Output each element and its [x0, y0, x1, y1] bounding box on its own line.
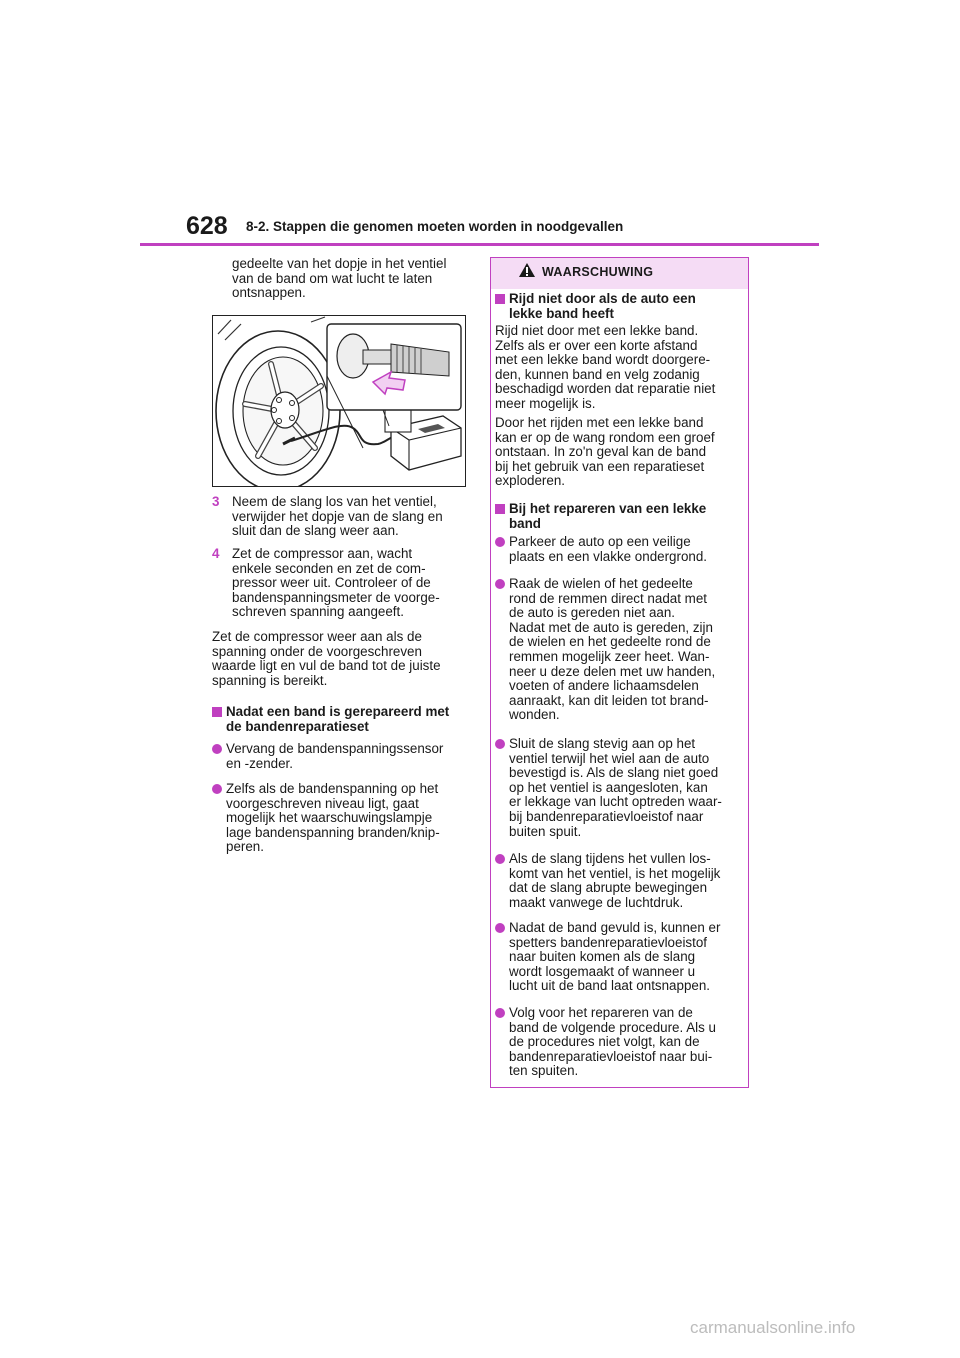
text-line: buiten spuit. [509, 823, 582, 839]
text-line: Door het rijden met een lekke band [495, 415, 704, 430]
step-4 [212, 547, 474, 622]
page-number: 628 [186, 212, 228, 240]
text-line: verwijder het dopje van de slang en [232, 508, 443, 524]
text-line: schreven spanning aangeeft. [232, 604, 404, 620]
round-bullet-icon [495, 1008, 505, 1018]
text-line: sluit dan de slang weer aan. [232, 523, 399, 539]
text-line: beschadigd worden dat reparatie niet [495, 381, 716, 397]
text-line: kan er op de wang rondom een groef [495, 429, 715, 445]
list-item [495, 535, 745, 565]
text-line: met een lekke band wordt doorgere- [495, 352, 711, 368]
step-number: 4 [212, 546, 220, 561]
text-line: voeten of andere lichaamsdelen [509, 678, 699, 694]
text-line: op het ventiel is aangesloten, kan [509, 779, 708, 795]
text-line: band [509, 515, 541, 531]
warning-paragraph-1 [495, 324, 745, 412]
round-bullet-icon [495, 739, 505, 749]
round-bullet-icon [212, 744, 222, 754]
text-line: Rijd niet door als de auto een [509, 291, 696, 306]
round-bullet-icon [495, 537, 505, 547]
list-item [495, 577, 745, 725]
text-line: band de volgende procedure. Als u [509, 1019, 716, 1035]
step-number: 3 [212, 494, 220, 509]
text-line: aanraakt, kan dit leiden tot brand- [509, 692, 709, 708]
text-line: peren. [226, 839, 264, 855]
text-line: Zet de compressor aan, wacht [232, 546, 413, 561]
list-item [495, 737, 745, 841]
text-line: komt van het ventiel, is het mogelijk [509, 865, 721, 881]
text-line: Volg voor het repareren van de [509, 1005, 693, 1020]
text-line: en -zender. [226, 755, 293, 771]
text-line: waarde ligt en vul de band tot de juiste [212, 658, 441, 674]
text-line: de wielen en het gedeelte rond de [509, 634, 711, 650]
square-bullet-icon [212, 707, 222, 717]
intro-paragraph [232, 257, 472, 301]
list-item [212, 742, 474, 772]
text-line: spanning is bereikt. [212, 672, 328, 688]
text-line: exploderen. [495, 473, 565, 489]
text-line: Zelfs als de bandenspanning op het [226, 781, 439, 796]
text-line: dat de slang abrupte bewegingen [509, 880, 708, 896]
text-line: naar buiten komen als de slang [509, 949, 696, 965]
text-line: Parkeer de auto op een veilige [509, 534, 691, 549]
list-item [495, 1006, 745, 1081]
round-bullet-icon [495, 854, 505, 864]
round-bullet-icon [212, 784, 222, 794]
text-line: wonden. [509, 707, 560, 723]
text-line: plaats en een vlakke ondergrond. [509, 548, 708, 564]
warning-paragraph-2 [495, 416, 745, 489]
text-line: ontsnappen. [232, 285, 306, 301]
text-line: enkele seconden en zet de com- [232, 560, 426, 576]
compressor-paragraph [212, 630, 474, 688]
text-line: de procedures niet volgt, kan de [509, 1034, 700, 1050]
text-line: remmen mogelijk zeer heet. Wan- [509, 648, 710, 664]
text-line: ventiel terwijl het wiel aan de auto [509, 750, 710, 766]
warning-heading-repairing [495, 502, 745, 532]
section-title: 8-2. Stappen die genomen moeten worden in noodgevallen [246, 219, 624, 234]
step-3 [212, 495, 474, 540]
list-item [212, 782, 474, 857]
text-line: spetters bandenreparatievloeistof [509, 934, 708, 950]
text-line: Zelfs als er over een korte afstand [495, 337, 698, 353]
text-line: van de band om wat lucht te laten [232, 270, 433, 286]
text-line: de bandenreparatieset [226, 718, 369, 734]
text-line: Nadat met de auto is gereden, zijn [509, 619, 713, 635]
text-line: Neem de slang los van het ventiel, [232, 494, 437, 509]
text-line: wordt losgemaakt of wanneer u [509, 963, 696, 979]
warning-triangle-icon [518, 262, 536, 283]
text-line: Raak de wielen of het gedeelte [509, 576, 693, 591]
text-line: maakt vanwege de luchtdruk. [509, 894, 684, 910]
warning-title: WAARSCHUWING [542, 265, 654, 279]
round-bullet-icon [495, 923, 505, 933]
text-line: gedeelte van het dopje in het ventiel [232, 256, 447, 271]
text-line: bevestigd is. Als de slang niet goed [509, 765, 719, 781]
text-line: spanning onder de voorgeschreven [212, 643, 422, 659]
header-divider [140, 243, 819, 246]
text-line: den, kunnen band en velg zodanig [495, 366, 700, 382]
text-line: voorgeschreven niveau ligt, gaat [226, 795, 419, 811]
text-line: lucht uit de band laat ontsnappen. [509, 978, 711, 994]
section-heading-after-repair [212, 705, 474, 735]
text-line: bij bandenreparatievloeistof naar [509, 808, 704, 824]
text-line: Sluit de slang stevig aan op het [509, 736, 696, 751]
tire-repair-compressor-illustration [212, 315, 466, 487]
round-bullet-icon [495, 579, 505, 589]
text-line: Als de slang tijdens het vullen los- [509, 851, 711, 866]
text-line: neer u deze delen met uw handen, [509, 663, 716, 679]
text-line: Nadat een band is gerepareerd met [226, 704, 450, 719]
list-item [495, 921, 745, 996]
text-line: Vervang de bandenspanningssensor [226, 741, 444, 756]
text-line: Bij het repareren van een lekke [509, 501, 707, 516]
square-bullet-icon [495, 504, 505, 514]
text-line: bij het gebruik van een reparatieset [495, 458, 705, 474]
text-line: ontstaan. In zo'n geval kan de band [495, 444, 707, 460]
text-line: de auto is gereden niet aan. [509, 605, 676, 621]
tire-repair-illustration-svg [213, 316, 465, 486]
step-text [232, 547, 472, 620]
text-line: er lekkage van lucht optreden waar- [509, 794, 722, 810]
text-line: lage bandenspanning branden/knip- [226, 824, 440, 840]
text-line: meer mogelijk is. [495, 395, 596, 411]
text-line: Nadat de band gevuld is, kunnen er [509, 920, 721, 935]
text-line: Rijd niet door met een lekke band. [495, 323, 699, 338]
text-line: ten spuiten. [509, 1063, 579, 1079]
square-bullet-icon [495, 294, 505, 304]
footer-watermark[interactable]: carmanualsonline.info [690, 1318, 856, 1337]
step-text [232, 495, 472, 539]
text-line: mogelijk het waarschuwingslampje [226, 810, 433, 826]
text-line: Zet de compressor weer aan als de [212, 629, 422, 644]
text-line: pressor weer uit. Controleer of de [232, 575, 431, 591]
text-line: bandenreparatievloeistof naar bui- [509, 1048, 713, 1064]
text-line: rond de remmen direct nadat met [509, 590, 707, 606]
warning-heading-flat-tire [495, 292, 745, 322]
text-line: bandenspanningsmeter de voorge- [232, 589, 440, 605]
list-item [495, 852, 745, 912]
text-line: lekke band heeft [509, 305, 614, 321]
